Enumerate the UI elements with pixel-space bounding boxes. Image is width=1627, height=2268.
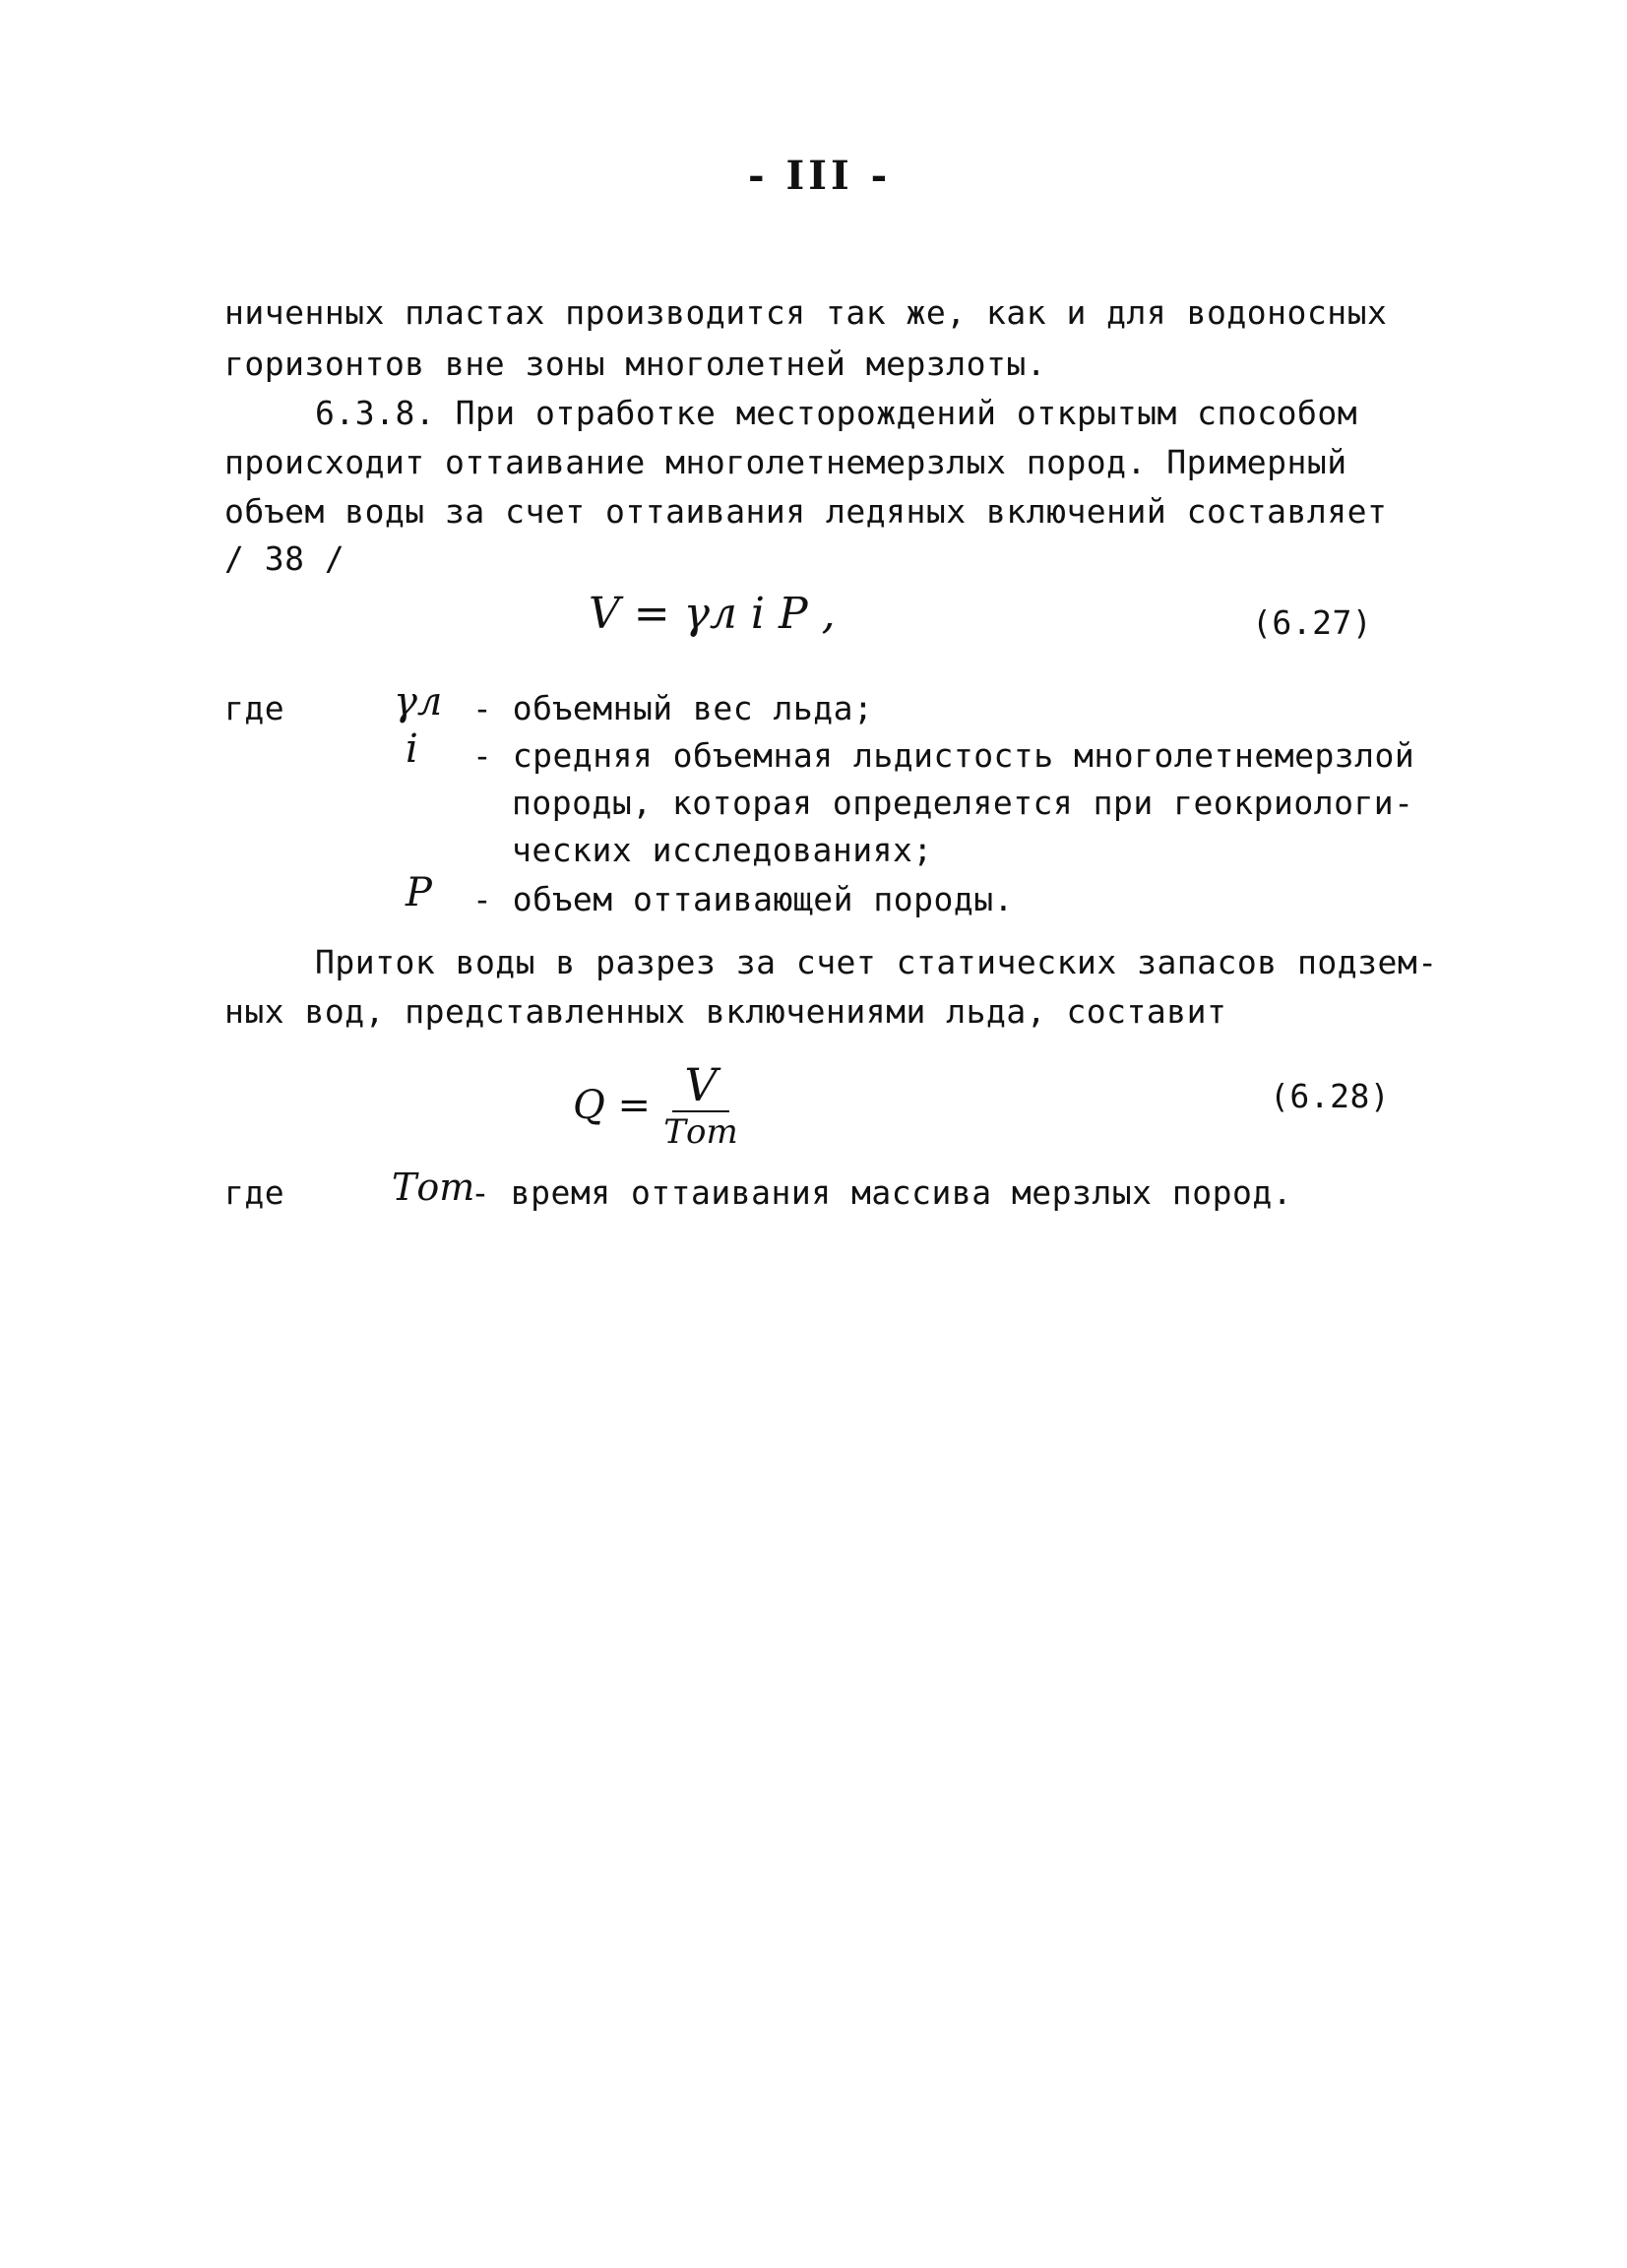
paragraph-3-line-1: Приток воды в разрез за счет статических запасов подзем- bbox=[315, 943, 1438, 981]
definition-i-line-3: ческих исследованиях; bbox=[512, 831, 933, 869]
paragraph-1-line-2: горизонтов вне зоны многолетней мерзлоты. bbox=[224, 345, 1047, 383]
definition-i-line-2: породы, которая определяется при геокриологи- bbox=[512, 784, 1414, 822]
formula-6-27-number: (6.27) bbox=[1252, 603, 1373, 642]
paragraph-1-line-1: ниченных пластах производится так же, как и для водоносных bbox=[224, 293, 1388, 332]
where-label-1: где bbox=[224, 689, 285, 727]
paragraph-2-line-3: объем воды за счет оттаивания ледяных включений составляет bbox=[224, 492, 1388, 531]
definition-gamma-l: - объемный вес льда; bbox=[472, 689, 874, 727]
definition-p: - объем оттаивающей породы. bbox=[472, 880, 1014, 918]
formula-6-28-number: (6.28) bbox=[1270, 1077, 1391, 1115]
symbol-i: i bbox=[406, 726, 418, 772]
symbol-t-ot: Tот bbox=[392, 1166, 475, 1209]
symbol-gamma-l: γл bbox=[394, 679, 443, 724]
formula-6-27: V = γл i P , bbox=[589, 589, 836, 639]
paragraph-3-line-2: ных вод, представленных включениями льда, составит bbox=[224, 992, 1227, 1031]
formula-6-28-numerator: V bbox=[684, 1058, 718, 1111]
paragraph-2-line-1: 6.3.8. При отработке месторождений открытым способом bbox=[315, 394, 1358, 432]
formula-6-28-fraction bbox=[661, 1058, 740, 1152]
paragraph-2-line-4: / 38 / bbox=[224, 539, 345, 578]
page-number: - III - bbox=[748, 153, 892, 199]
definition-i-line-1: - средняя объемная льдистость многолетнемерзлой bbox=[472, 736, 1415, 775]
definition-t-ot: - время оттаивания массива мерзлых пород. bbox=[470, 1173, 1293, 1212]
where-label-2: где bbox=[224, 1173, 285, 1212]
paragraph-2-line-2: происходит оттаивание многолетнемерзлых пород. Примерный bbox=[224, 443, 1347, 481]
formula-6-28-denominator: Tот bbox=[663, 1112, 738, 1152]
formula-6-28-lhs: Q = bbox=[573, 1083, 652, 1128]
symbol-p: P bbox=[406, 870, 432, 915]
